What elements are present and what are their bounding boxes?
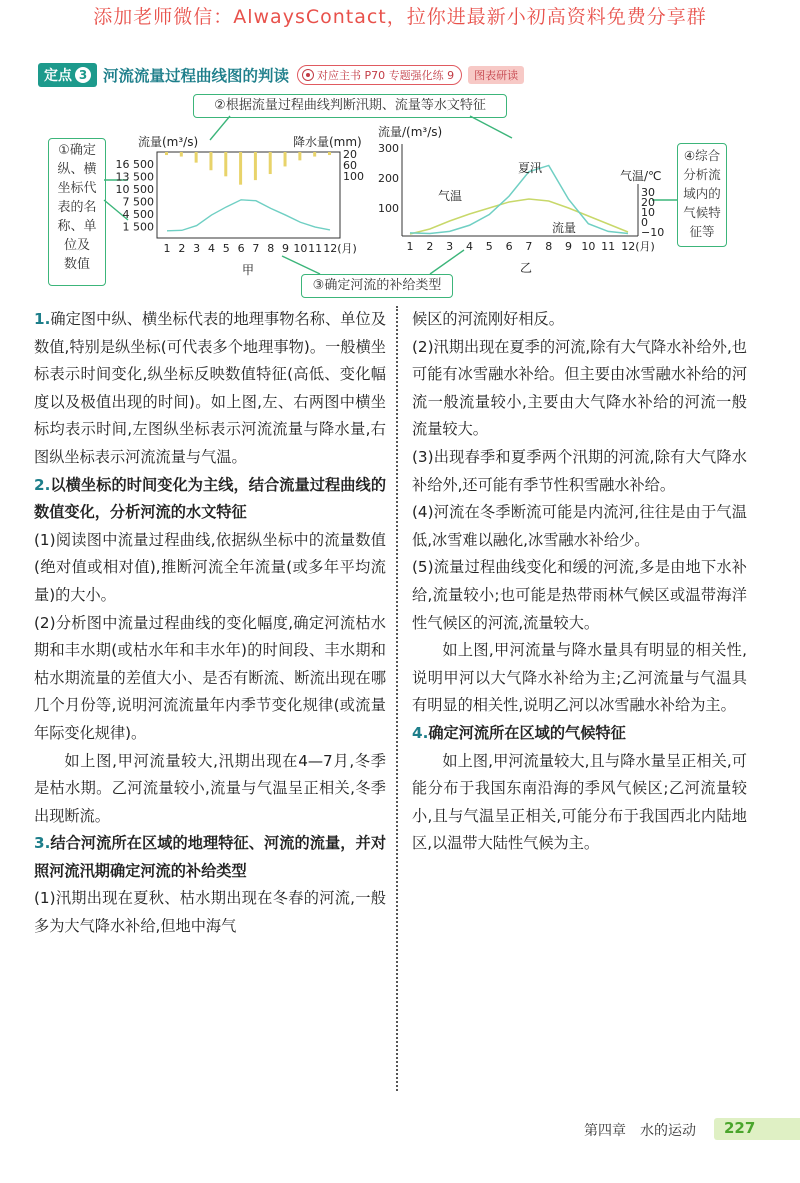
point-1-text: 确定图中纵、横坐标代表的地理事物名称、单位及数值,特别是纵坐标(可代表多个地理事物)。一般横坐标表示时间变化,纵坐标反映数值特征(高低、变化幅度以及极值出现的时间)。如上图,左、右两图中横坐标均表示时间,左图纵坐标表示河流流量与降水量,右图纵坐标表示河流流量与气温。 (34, 310, 386, 466)
callout-axes-line: 纵、横 (57, 162, 97, 177)
watermark-text: 添加老师微信：AlwaysContact，拉你进最新小初高资料免费分享群 (93, 6, 707, 28)
chart-yi-name: 乙 (519, 261, 533, 274)
chart-yi-rtick: 10 (641, 206, 655, 219)
chart-jia-precip-bar (180, 152, 183, 157)
point-3-item-4: (4)河流在冬季断流可能是内流河,往往是由于气温低,冰雪难以融化,冰雪融水补给少。 (412, 503, 747, 549)
chart-jia-precip-bar (269, 152, 272, 174)
chart-jia-xtick: 5 (222, 242, 230, 255)
chart-yi-ytick: 200 (378, 172, 399, 185)
point-1 (34, 306, 386, 472)
point-3-item-3: (3)出现春季和夏季两个汛期的河流,除有大气降水补给外,还可能有季节性积雪融水补给。 (412, 447, 747, 494)
section-tag-number: 3 (75, 67, 91, 83)
chart-yi-xtick: 2 (426, 240, 434, 253)
point-2-example: 如上图,甲河流量较大,汛期出现在4—7月,冬季是枯水期。乙河流量较小,流量与气温呈正相关,冬季出现断流。 (34, 751, 386, 825)
chart-jia-xtick: 10 (293, 242, 308, 255)
point-3-title: 结合河流所在区域的地理特征、河流的流量，并对照河流汛期确定河流的补给类型 (34, 834, 386, 880)
chart-yi-peak-label: 夏汛 (518, 161, 543, 175)
chart-jia-precip-bar (298, 152, 301, 160)
chart-yi-flow-label: 流量 (552, 221, 577, 235)
chart-yi-xtick: 8 (545, 240, 553, 253)
chart-jia-precip-bar (254, 152, 257, 180)
page-footer (0, 1118, 800, 1142)
callout-axes-line: 位及 (63, 238, 90, 253)
chart-yi-ylabel-left: 流量/(m³/s) (378, 125, 443, 139)
chart-jia-flow-line (167, 200, 330, 231)
chart-jia-ylabel-left: 流量(m³/s) (138, 135, 199, 149)
chart-yi-xtick: 10 (581, 240, 596, 253)
chart-yi-xtick: 11 (601, 240, 616, 253)
chart-jia-rtick: 60 (343, 159, 357, 172)
chart-yi-ytick: 100 (378, 202, 399, 215)
point-2-item-1: (1)阅读图中流量过程曲线,依据纵坐标中的流量数值(绝对值或相对值),推断河流全年流量(或多年平均流量)的大小。 (34, 530, 386, 604)
callout-climate-line: 气候特 (683, 205, 721, 220)
chart-yi-xtick: 5 (485, 240, 493, 253)
chart-jia-xtick: 1 (163, 242, 171, 255)
chart-jia-xtick: 6 (237, 242, 245, 255)
chart-yi-xtick: 4 (465, 240, 473, 253)
chart-yi-xtick: 3 (446, 240, 454, 253)
right-column (412, 306, 747, 858)
book-reference-label: 对应主书 P70 专题强化练 9 (317, 69, 455, 82)
callout-climate-line: 征等 (689, 224, 715, 239)
chart-jia-xtick: 3 (193, 242, 201, 255)
point-2-title: 以横坐标的时间变化为主线，结合流量过程曲线的数值变化，分析河流的水文特征 (34, 475, 386, 522)
chart-jia-precip-bar (239, 152, 242, 185)
chart-yi-temp-label: 气温 (438, 189, 463, 203)
callout-axes-line: 数值 (63, 257, 90, 272)
page-number: 227 (724, 1119, 756, 1137)
chart-jia-ytick: 10 500 (115, 183, 154, 196)
chart-jia-xtick: 12(月) (323, 242, 357, 255)
point-3-item-1: (1)汛期出现在夏秋、枯水期出现在冬春的河流,一般多为大气降水补给,但地中海气 (34, 889, 386, 936)
point-4-number: 4. (412, 723, 429, 742)
point-4-title: 确定河流所在区域的气候特征 (428, 723, 626, 742)
chart-jia-ytick: 1 500 (122, 220, 154, 234)
chart-yi-rtick: −10 (641, 226, 665, 239)
chart-jia-xtick: 4 (207, 242, 215, 255)
target-icon (302, 69, 314, 81)
chart-yi-ytick: 300 (378, 142, 399, 155)
point-3-item-2: (2)汛期出现在夏季的河流,除有大气降水补给外,也可能有冰雪融水补给。但主要由冰雪融水补给的河流一般流量较小,主要由大气降水补给的河流一般流量较大。 (412, 337, 747, 439)
point-4-heading (412, 720, 747, 748)
section-titlebar (38, 63, 524, 87)
callout-climate-line: 域内的 (683, 186, 721, 201)
callout-axes-line: ①确定 (58, 143, 96, 158)
callout-climate-line: 分析流 (683, 167, 721, 182)
chart-jia-ytick: 16 500 (115, 158, 154, 171)
chart-yi-rtick: 0 (641, 216, 648, 229)
callout-supply: ③确定河流的补给类型 (301, 274, 453, 298)
section-tag-label: 定点 (44, 68, 72, 84)
chart-jia-precip-bar (328, 152, 331, 155)
chart-jia-name: 甲 (241, 263, 255, 276)
chart-yi-rtick: 20 (641, 196, 655, 209)
chart-jia-xtick: 2 (178, 242, 186, 255)
chart-yi (376, 124, 676, 274)
point-3-item-5: (5)流量过程曲线变化和缓的河流,多是由地下水补给,流量较小;也可能是热带雨林气候区或温带海洋性气候区的河流,流量较大。 (412, 558, 747, 632)
chart-jia-ytick: 4 500 (122, 208, 154, 221)
section-tag (38, 63, 97, 87)
chart-jia-xtick: 8 (267, 242, 275, 255)
chart-jia-rtick: 20 (343, 148, 357, 161)
chapter-label: 第四章 水的运动 (584, 1123, 696, 1139)
chart-jia-frame (157, 152, 340, 238)
chart-jia-precip-bar (195, 152, 198, 163)
chart-jia-ytick: 13 500 (115, 170, 154, 184)
left-column (34, 306, 386, 941)
chart-jia-rtick: 100 (343, 170, 364, 183)
callout-axes-line: 坐标代 (57, 181, 97, 196)
point-3-number: 3. (34, 834, 51, 853)
chart-jia-precip-bar (224, 152, 227, 176)
chart-yi-xtick: 9 (565, 240, 573, 253)
callout-axes-line: 表的名 (57, 200, 97, 215)
point-3-item-1-cont: 候区的河流刚好相反。 (412, 310, 564, 328)
chart-study-badge: 图表研读 (468, 66, 524, 84)
chart-jia-xtick: 9 (282, 242, 290, 255)
point-2-item-2: (2)分析图中流量过程曲线的变化幅度,确定河流枯水期和丰水期(或枯水年和丰水年)的时间段、丰水期和枯水期流量的差值大小、是否有断流、断流出现在哪几个月份等,说明河流流量年内季节变化规律(或流量年际变化规律)。 (34, 613, 386, 742)
chart-yi-xtick: 7 (525, 240, 533, 253)
chart-jia-xtick: 7 (252, 242, 260, 255)
chart-yi-ylabel-right: 气温/℃ (620, 169, 662, 183)
chart-jia (110, 128, 370, 276)
callout-climate-line: ④综合 (683, 148, 721, 163)
point-2-heading (34, 472, 386, 527)
point-3-example: 如上图,甲河流量与降水量具有明显的相关性,说明甲河以大气降水补给为主;乙河流量与气温具有明显的相关性,说明乙河以冰雪融水补给为主。 (412, 641, 747, 715)
chart-jia-precip-bar (209, 152, 212, 170)
section-title: 河流流量过程曲线图的判读 (103, 67, 290, 85)
point-3-heading (34, 830, 386, 885)
chart-yi-xtick: 12(月) (621, 240, 655, 253)
point-1-number: 1. (34, 310, 51, 328)
column-divider (396, 306, 398, 1091)
point-2-number: 2. (34, 475, 51, 494)
chart-yi-xtick: 1 (406, 240, 414, 253)
chart-jia-precip-bar (284, 152, 287, 166)
chart-jia-xtick: 11 (308, 242, 323, 255)
callout-hydrology: ②根据流量过程曲线判断汛期、流量等水文特征 (193, 94, 507, 118)
point-4-text: 如上图,甲河流量较大,且与降水量呈正相关,可能分布于我国东南沿海的季风气候区;乙河流量较小,且与气温呈正相关,可能分布于我国西北内陆地区,以温带大陆性气候为主。 (412, 751, 747, 853)
chart-yi-temp-line (410, 199, 628, 234)
callout-axes-line: 称、单 (57, 219, 97, 234)
chart-jia-precip-bar (313, 152, 316, 157)
chart-jia-precip-bar (165, 152, 168, 155)
chart-yi-xtick: 6 (505, 240, 513, 253)
chart-yi-rtick: 30 (641, 186, 655, 199)
chart-jia-ytick: 7 500 (122, 195, 154, 209)
chart-jia-ylabel-right: 降水量(mm) (293, 135, 362, 149)
book-reference[interactable] (297, 65, 462, 85)
